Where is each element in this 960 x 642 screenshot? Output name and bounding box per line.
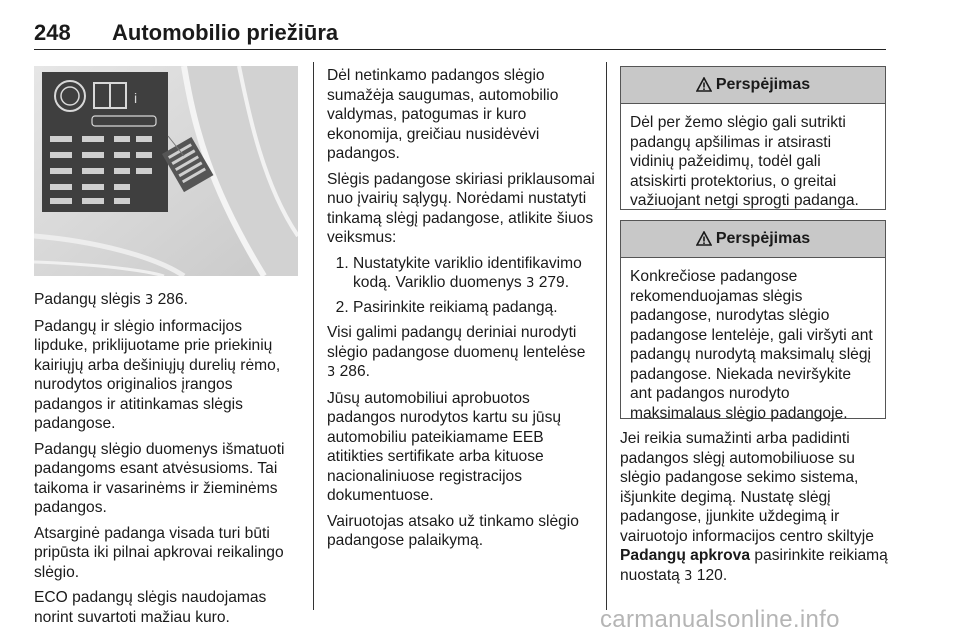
warning-triangle-icon xyxy=(696,231,712,247)
figure-caption: Padangų slėgis 3 286. xyxy=(34,291,188,308)
paragraph: Visi galimi padangų deriniai nurodyti slėgio padangose duomenų lentelėse 3 286. xyxy=(327,324,586,380)
paragraph: Slėgis padangose skiriasi priklausomai nuo įvairių sąlygų. Norėdami nustatyti tinkamą slėgį padangose, atlikite šiuos veiksmus: xyxy=(327,170,595,246)
svg-text:i: i xyxy=(134,90,138,106)
caption-page-link[interactable]: 286. xyxy=(157,291,188,308)
step-item: 2. Pasirinkite reikiamą padangą. xyxy=(353,298,595,318)
middle-column xyxy=(327,66,595,557)
column-divider xyxy=(606,62,607,610)
page-header xyxy=(34,12,886,50)
steps-list xyxy=(327,254,595,318)
tire-pressure-label xyxy=(42,72,168,212)
chapter-title: Automobilio priežiūra xyxy=(112,20,339,45)
page-number: 248 xyxy=(34,20,71,45)
paragraph: ECO padangų slėgis naudojamas norint suvartoti mažiau kuro. xyxy=(34,589,267,626)
warning-box xyxy=(620,66,886,210)
step-item: 1. Nustatykite variklio identifikavimo kodą. Variklio duomenys 3 279. xyxy=(353,254,595,294)
paragraph: Jei reikia sumažinti arba padidinti padangos slėgį automobiliuose su slėgio padangose sekimo sistema, išjunkite degimą. Nustatę slėgį padangose, įjunkite uždegimą ir vairuotojo informacijos centro skiltyje Padangų apkrova pasirinkite reikiamą nuostatą 3 120. xyxy=(620,430,888,584)
right-column xyxy=(620,429,888,592)
warning-triangle-icon xyxy=(696,77,712,93)
paragraph: Padangų ir slėgio informacijos lipduke, priklijuotame prie priekinių kairiųjų arba dešiniųjų durelių rėmo, nurodytos originalios įrangos padangos ir atitinkamas slėgis padangose. xyxy=(34,317,281,432)
cross-reference-arrow-icon: 3 xyxy=(327,365,336,380)
paragraph-page-link[interactable]: 286. xyxy=(339,363,370,380)
cross-reference-arrow-icon: 3 xyxy=(144,293,154,308)
door-frame-drawing xyxy=(34,66,298,276)
paragraph-page-link[interactable]: 120. xyxy=(696,566,728,584)
cross-reference-arrow-icon: 3 xyxy=(526,276,535,291)
warning-text: Dėl per žemo slėgio gali sutrikti padangų apšilimas ir atsirasti vidinių pažeidimų, todėl gali atsiskirti protektorius, o greitai važiuojant netgi sprogti padanga. xyxy=(630,114,859,209)
warning-box xyxy=(620,220,886,422)
warning-title: Perspėjimas xyxy=(715,230,811,247)
warning-header xyxy=(621,221,885,258)
paragraph: Padangų slėgio duomenys išmatuoti padangoms esant atvėsusioms. Tai taikoma ir vasarinėms ir žieminėms padangos. xyxy=(34,440,285,516)
watermark: carmanualsonline.info xyxy=(600,606,840,633)
column-divider xyxy=(313,62,314,610)
left-column xyxy=(34,290,298,633)
tire-label-illustration xyxy=(34,66,298,276)
warning-text: Konkrečiose padangose rekomenduojamas slėgis padangose, nurodytas slėgio padangose lentelėje, gali viršyti ant padangų nurodytą maksimalų slėgį padangose. Niekada neviršykite ant padangos nurodyto maksimalaus slėgio padangoje. xyxy=(630,268,873,422)
menu-label: Padangų apkrova xyxy=(620,547,750,564)
warning-title: Perspėjimas xyxy=(715,76,811,93)
paragraph: Jūsų automobiliui aprobuotos padangos nurodytos kartu su jūsų automobiliu pateikiamame EEB atitikties sertifikate arba kituose nacionaliniuose registracijos dokumentuose. xyxy=(327,389,562,504)
warning-header xyxy=(621,67,885,104)
header-rule xyxy=(34,49,886,50)
paragraph: Vairuotojas atsako už tinkamo slėgio padangose palaikymą. xyxy=(327,512,579,549)
paragraph: Atsarginė padanga visada turi būti pripūsta iki pilnai apkrovai reikalingo slėgio. xyxy=(34,524,284,581)
cross-reference-arrow-icon: 3 xyxy=(684,568,693,584)
paragraph: Dėl netinkamo padangos slėgio sumažėja saugumas, automobilio valdymas, patogumas ir kuro ekonomija, greičiau nusidėvėvi padangos. xyxy=(327,67,559,162)
step-page-link[interactable]: 279. xyxy=(538,274,570,291)
